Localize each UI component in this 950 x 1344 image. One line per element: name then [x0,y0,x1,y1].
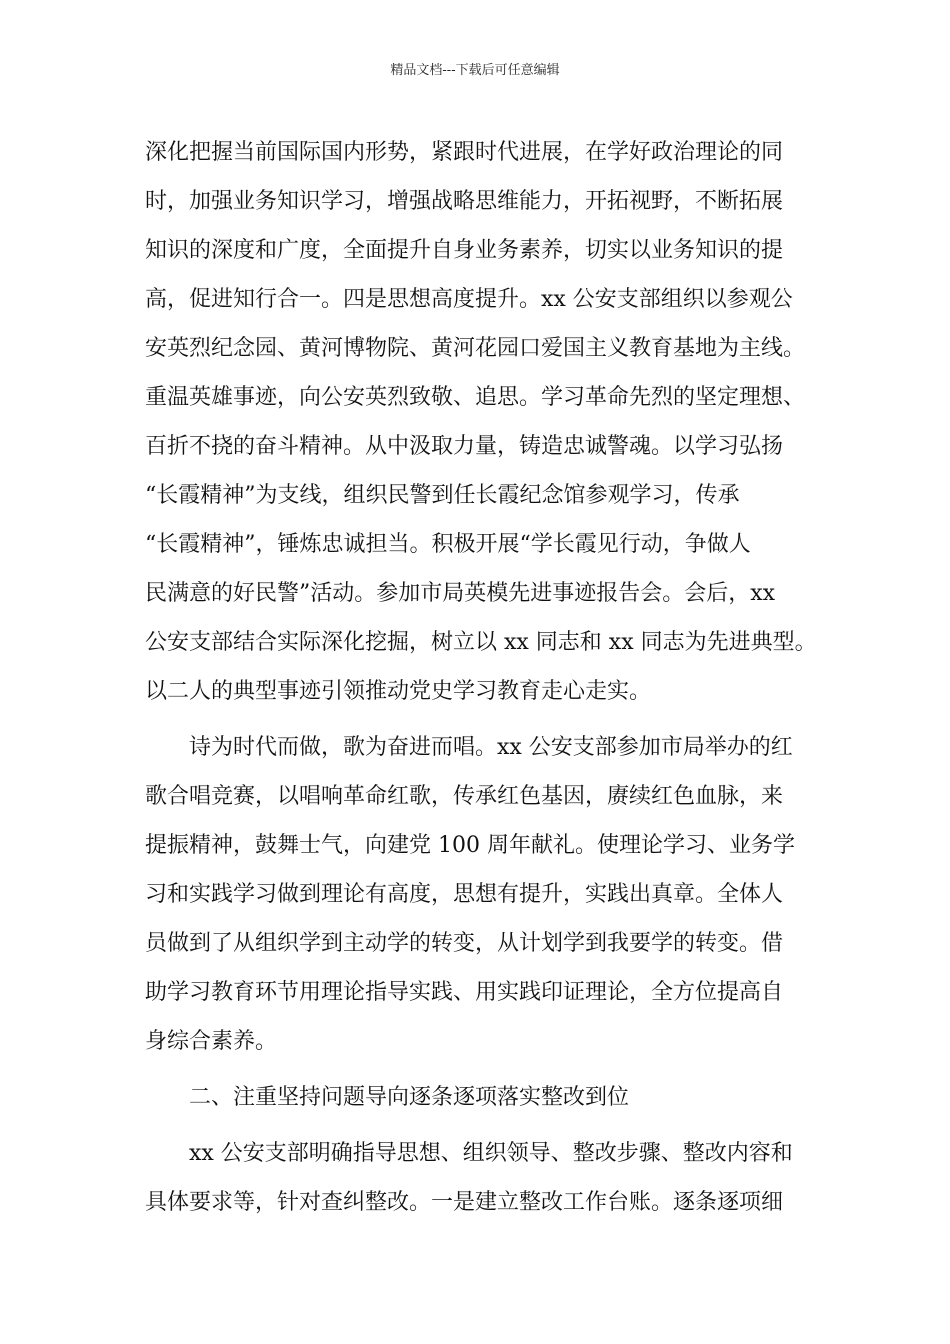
text-line: 诗为时代而做，歌为奋进而唱。xx 公安支部参加市局举办的红 [189,735,793,760]
text-line: 百折不挠的奋斗精神。从中汲取力量，铸造忠诚警魂。以学习弘扬 [145,434,784,459]
text-line: 深化把握当前国际国内形势，紧跟时代进展，在学好政治理论的同 [145,140,784,165]
text-line: 时，加强业务知识学习，增强战略思维能力，开拓视野，不断拓展 [145,189,784,214]
text-line: 提振精神，鼓舞士气，向建党 100 周年献礼。使理论学习、业务学 [145,833,795,858]
text-line: 公安支部结合实际深化挖掘，树立以 xx 同志和 xx 同志为先进典型。 [145,630,817,655]
paragraph-1 [145,128,825,716]
text-line: xx 公安支部明确指导思想、组织领导、整改步骤、整改内容和 [189,1141,793,1166]
document-body [145,128,825,1227]
paragraph-2 [145,723,825,1066]
heading-line: 二、注重坚持问题导向逐条逐项落实整改到位 [189,1085,630,1110]
text-line: 助学习教育环节用理论指导实践、用实践印证理论，全方位提高自 [145,980,784,1005]
page-header: 精品文档---下载后可任意编辑 [390,63,560,78]
text-line: 知识的深度和广度，全面提升自身业务素养，切实以业务知识的提 [145,238,784,263]
text-line: 高，促进知行合一。四是思想高度提升。xx 公安支部组织以参观公 [145,287,793,312]
text-line: 具体要求等，针对查纠整改。一是建立整改工作台账。逐条逐项细 [145,1190,784,1215]
text-line: 身综合素养。 [145,1029,278,1054]
text-line: 歌合唱竞赛，以唱响革命红歌，传承红色基因，赓续红色血脉，来 [145,784,784,809]
text-line: “长霞精神”，锤炼忠诚担当。积极开展“学长霞见行动，争做人 [145,532,751,557]
text-line: 习和实践学习做到理论有高度，思想有提升，实践出真章。全体人 [145,882,784,907]
text-line: 以二人的典型事迹引领推动党史学习教育走心走实。 [145,679,652,704]
paragraph-4 [145,1129,825,1227]
text-line: 重温英雄事迹，向公安英烈致敬、追思。学习革命先烈的坚定理想、 [145,385,806,410]
text-line: 安英烈纪念园、黄河博物院、黄河花园口爱国主义教育基地为主线。 [145,336,806,361]
text-line: 民满意的好民警”活动。参加市局英模先进事迹报告会。会后，xx [145,581,776,606]
text-line: “长霞精神”为支线，组织民警到任长霞纪念馆参观学习，传承 [145,483,740,508]
text-line: 员做到了从组织学到主动学的转变，从计划学到我要学的转变。借 [145,931,784,956]
section-heading [145,1073,825,1122]
